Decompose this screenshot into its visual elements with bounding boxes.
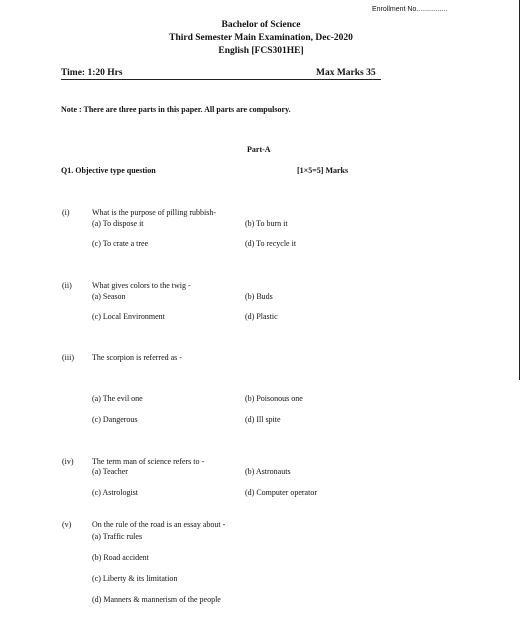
question-text: On the rule of the road is an essay about - [92,520,226,529]
option-c: (c) Liberty & its limitation [92,574,178,583]
course-title: English [FCS301HE] [218,46,304,56]
option-c: (c) Local Environment [92,312,165,321]
option-b: (b) Buds [245,292,273,301]
question-text: The term man of science refers to - [92,457,205,466]
degree-title: Bachelor of Science [221,20,301,30]
question-text: What is the purpose of pilling rubbish- [92,208,216,217]
option-a: (a) Teacher [92,467,128,476]
option-d: (d) Ill spite [245,415,281,424]
option-b: (b) Astronauts [245,467,291,476]
question-text: What gives colors to the twig - [92,281,191,290]
option-d: (d) Manners & mannerism of the people [92,595,221,604]
enrollment-number-label: Enrollment No................ [372,6,448,13]
option-c: (c) To crate a tree [92,239,149,248]
question-number: (ii) [62,281,72,290]
question-number: (i) [62,208,70,217]
option-b: (b) Poisonous one [245,394,303,403]
header-divider [61,79,381,80]
instructions-note: Note : There are three parts in this paper. All parts are compulsory. [61,105,291,114]
option-c: (c) Dangerous [92,415,138,424]
option-a: (a) The evil one [92,394,143,403]
part-title: Part-A [247,145,271,154]
option-a: (a) Traffic rules [92,532,143,541]
question-1-title: Q1. Objective type question [61,166,156,175]
option-d: (d) To recycle it [245,239,297,248]
option-a: (a) To dispose it [92,219,144,228]
max-marks-label: Max Marks 35 [316,68,376,78]
option-a: (a) Season [92,292,126,301]
question-number: (iii) [62,353,74,362]
time-label: Time: 1:20 Hrs [61,68,123,78]
page-edge-line [519,0,520,380]
question-number: (iv) [62,457,74,466]
option-d: (d) Plastic [245,312,278,321]
option-c: (c) Astrologist [92,488,138,497]
question-number: (v) [62,520,72,529]
exam-title: Third Semester Main Examination, Dec-2020 [169,33,353,43]
question-text: The scorpion is referred as - [92,353,182,362]
option-b: (b) To burn it [245,219,288,228]
option-b: (b) Road accident [92,553,149,562]
option-d: (d) Computer operator [245,488,317,497]
question-1-marks: [1×5=5] Marks [297,166,349,175]
